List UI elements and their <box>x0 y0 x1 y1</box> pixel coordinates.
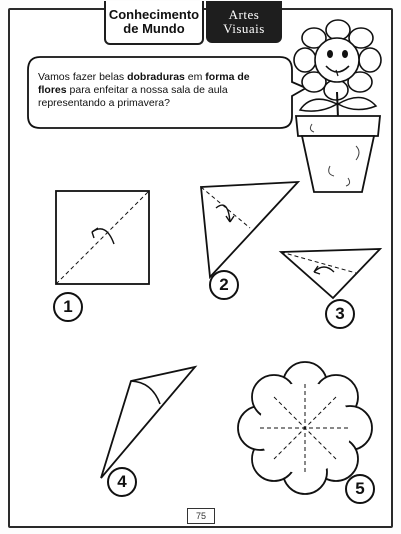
step-number-1: 1 <box>53 292 83 322</box>
step-number-3: 3 <box>325 299 355 329</box>
arts-line-2: Visuais <box>223 21 265 36</box>
step-number-5: 5 <box>345 474 375 504</box>
subject-line-1: Conhecimento <box>108 7 200 23</box>
page-number: 75 <box>187 508 215 524</box>
step-number-2: 2 <box>209 270 239 300</box>
instruction-text: Vamos fazer belas dobraduras em forma de flores para enfeitar a nossa sala de aula representando a primavera? <box>38 71 250 109</box>
subject-line-2: de Mundo <box>123 21 185 36</box>
step-number-4: 4 <box>107 467 137 497</box>
arts-line-1: Artes <box>228 7 260 23</box>
